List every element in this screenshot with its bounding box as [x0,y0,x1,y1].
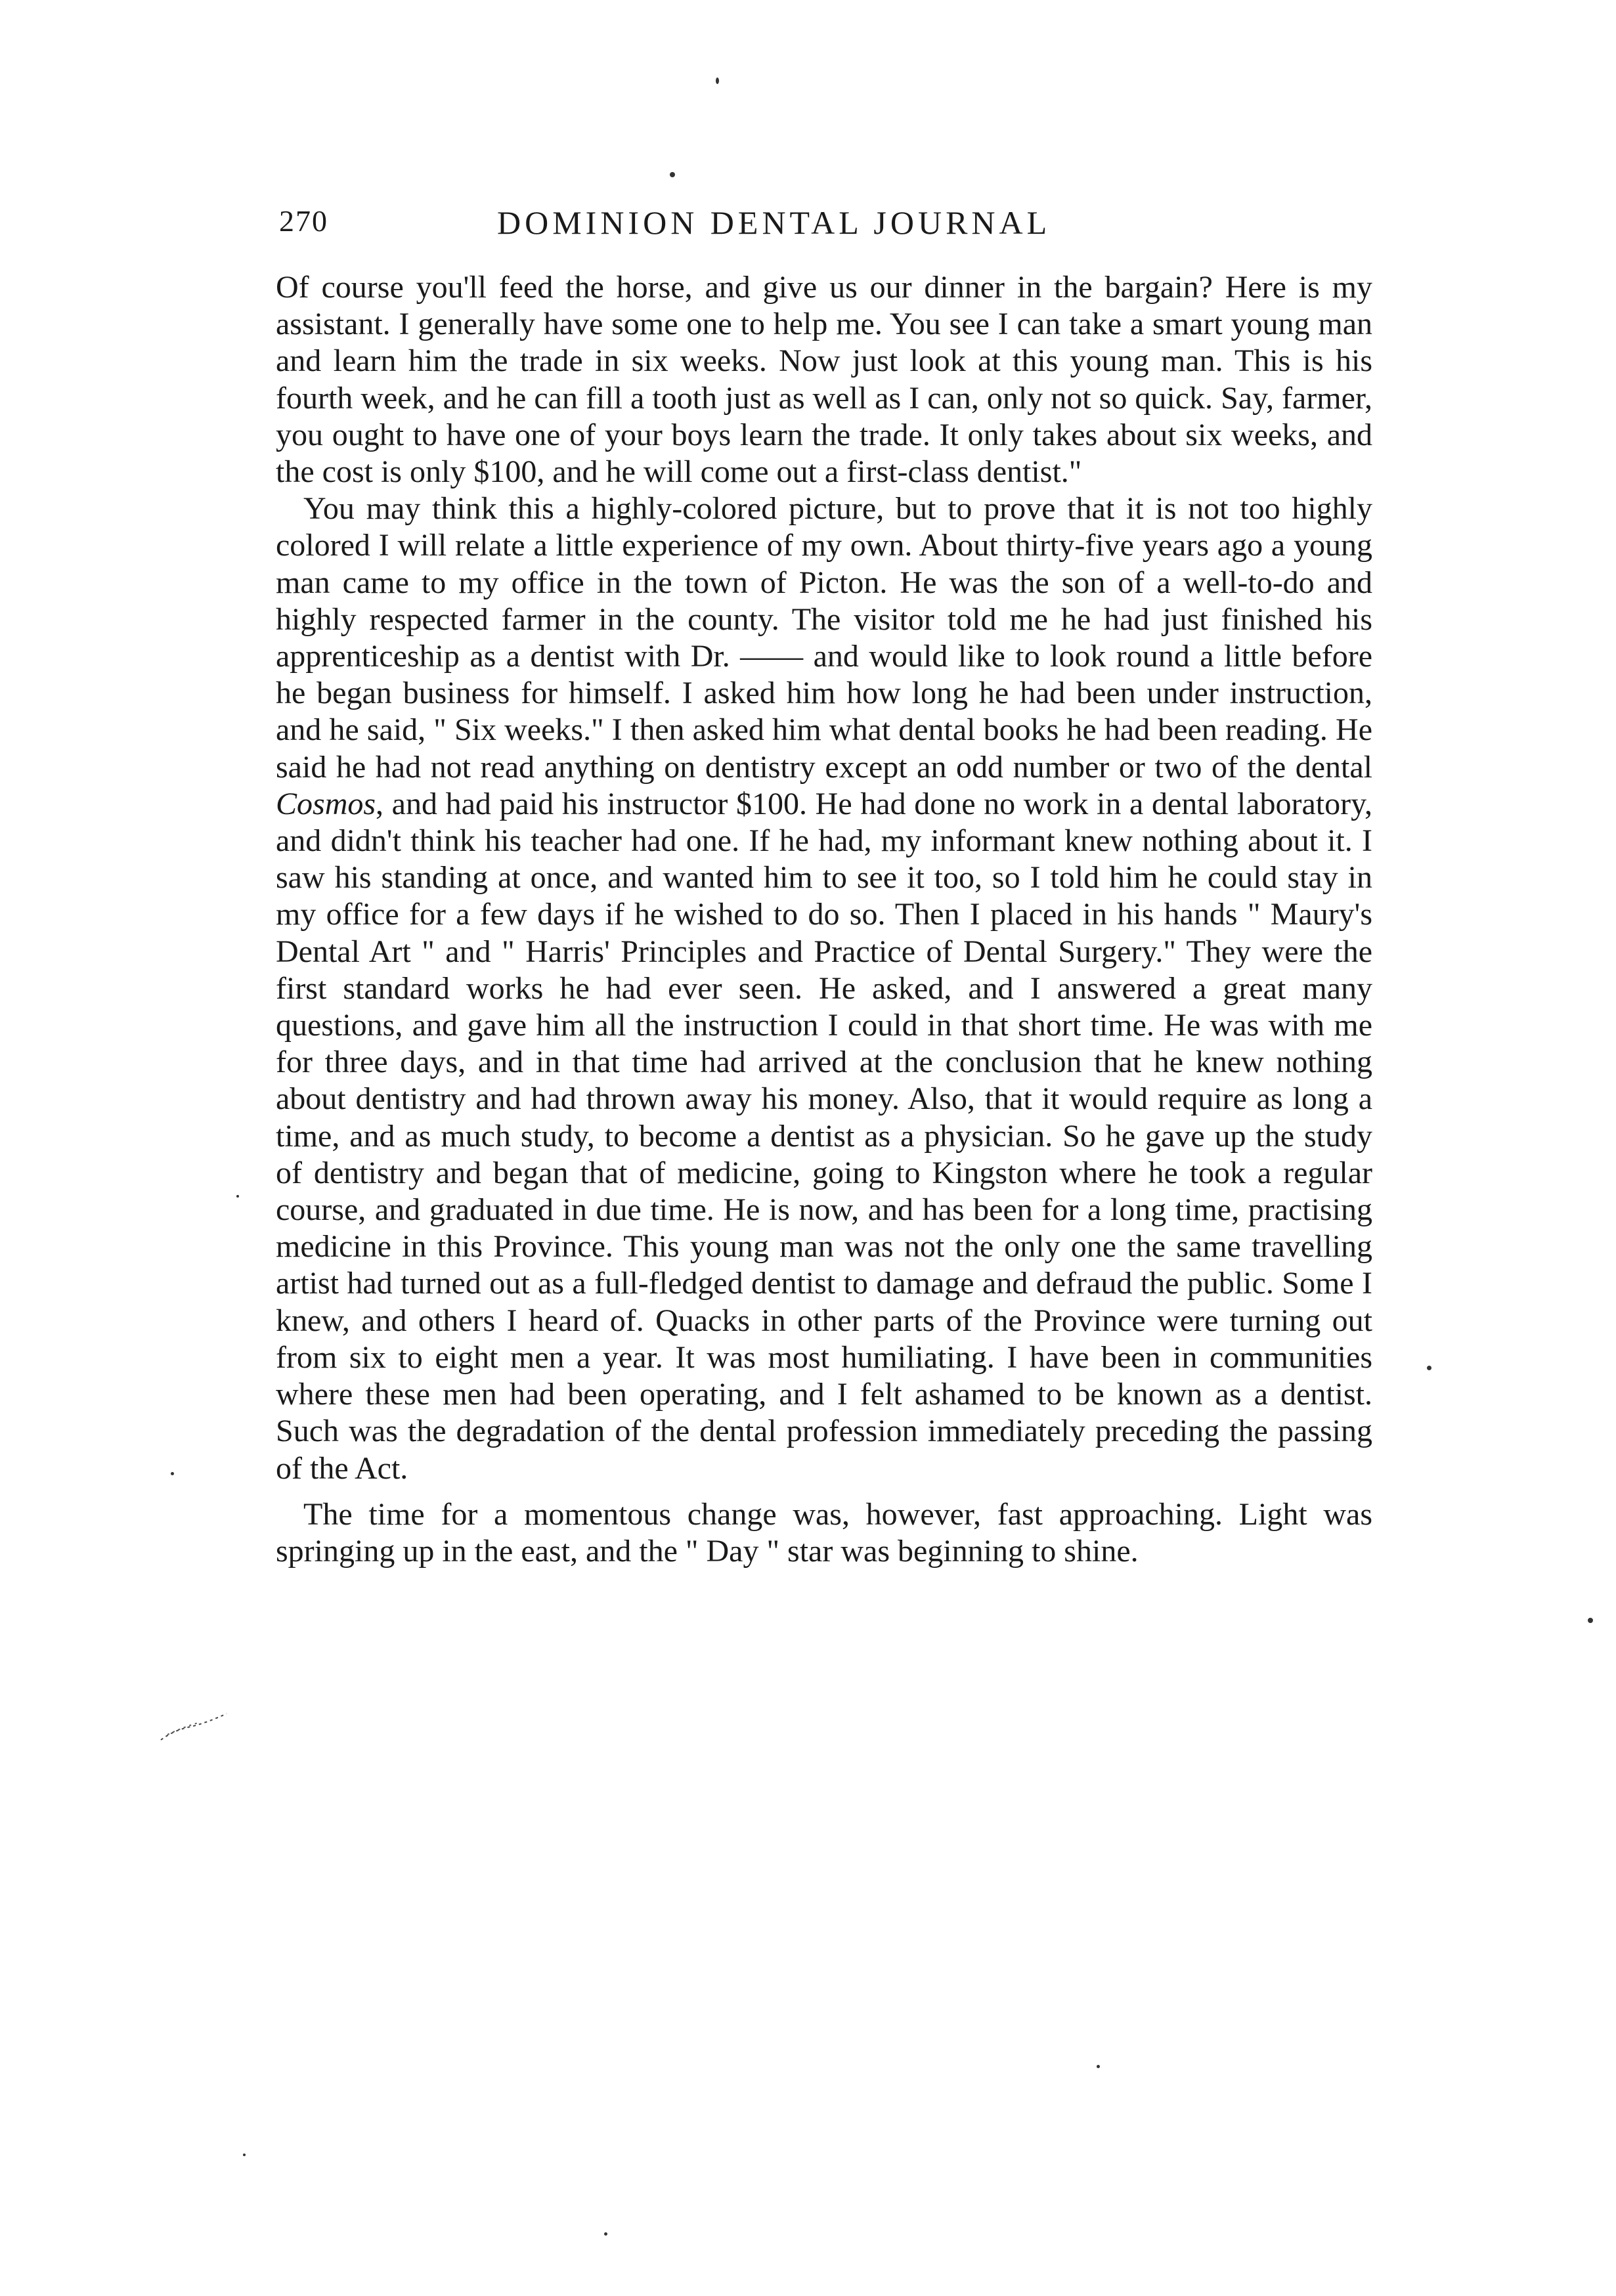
page-number: 270 [279,204,328,238]
scan-speck [243,2154,246,2156]
scan-speck [1588,1618,1593,1623]
scan-speck [1097,2065,1100,2068]
paragraph: The time for a momentous change was, however, fast approaching. Light was springing up in the east, and the " Day " star was beginning to shine. [276,1496,1372,1569]
scan-speck [1427,1366,1431,1370]
scan-speck [604,2232,607,2236]
journal-title: Cosmos [276,786,376,821]
pencil-mark [154,1700,233,1746]
scan-speck [171,1472,174,1475]
article-body [276,269,1372,1570]
paragraph: You may think this a highly-colored picture, but to prove that it is not too highly colored I will relate a little experience of my own. About thirty-five years ago a young man came to my office in the town of Picton. He was the son of a well-to-do and highly respected farmer in the county. The visitor told me he had just finished his apprenticeship as a dentist with Dr. —— and would like to look round a little before he began business for himself. I asked him how long he had been under instruction, and he said, " Six weeks." I then asked him what dental books he had been reading. He said he had not read anything on dentistry except an odd number or two of the dental Cosmos, and had paid his instructor $100. He had done no work in a dental laboratory, and didn't think his teacher had one. If he had, my informant knew nothing about it. I saw his standing at once, and wanted him to see it too, so I told him he could stay in my office for a few days if he wished to do so. Then I placed in his hands " Maury's Dental Art " and " Harris' Principles and Practice of Dental Surgery." They were the first standard works he had ever seen. He asked, and I answered a great many questions, and gave him all the instruction I could in that short time. He was with me for three days, and in that time had arrived at the conclusion that he knew nothing about dentistry and had thrown away his money. Also, that it would require as long a time, and as much study, to become a dentist as a physician. So he gave up the study of dentistry and began that of medicine, going to Kingston where he took a regular course, and graduated in due time. He is now, and has been for a long time, practising medicine in this Province. This young man was not the only one the same travelling artist had turned out as a full-fledged dentist to damage and defraud the public. Some I knew, and others I heard of. Quacks in other parts of the Province were turning out from six to eight men a year. It was most humiliating. I have been in communities where these men had been operating, and I felt ashamed to be known as a dentist. Such was the degradation of the dental profession immediately preceding the passing of the Act. [276,491,1372,1486]
scan-speck [716,77,719,84]
running-head: DOMINION DENTAL JOURNAL [497,204,1051,241]
page-header [279,204,1376,249]
scan-speck [670,172,675,177]
paragraph: Of course you'll feed the horse, and give us our dinner in the bargain? Here is my assistant. I generally have some one to help me. You see I can take a smart young man and learn him the trade in six weeks. Now just look at this young man. This is his fourth week, and he can fill a tooth just as well as I can, only not so quick. Say, farmer, you ought to have one of your boys learn the trade. It only takes about six weeks, and the cost is only $100, and he will come out a first-class dentist." [276,270,1372,490]
scan-speck [236,1195,239,1198]
